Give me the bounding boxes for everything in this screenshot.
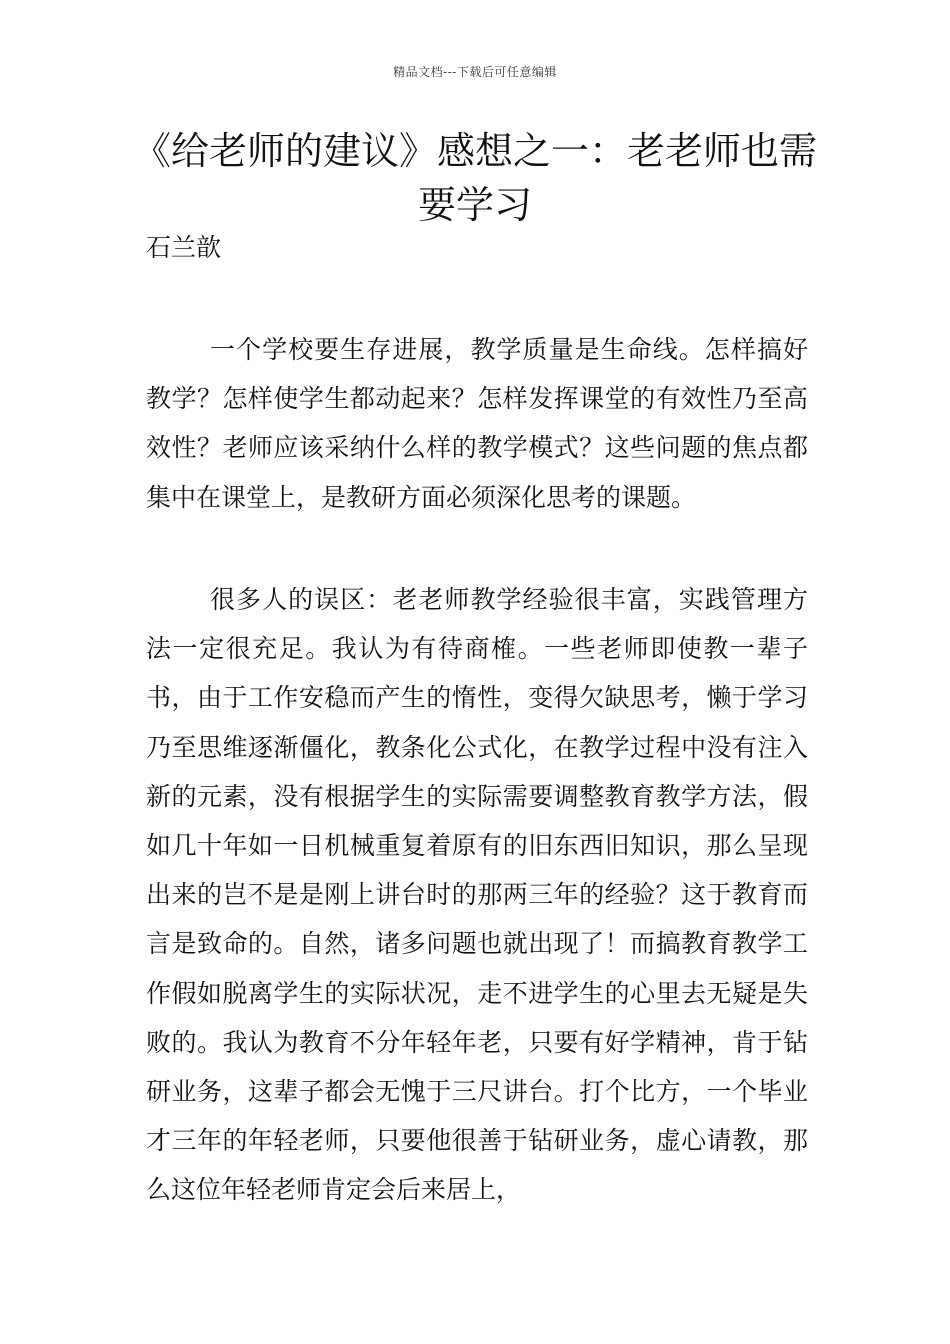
paragraph-1: 一个学校要生存进展，教学质量是生命线。怎样搞好教学？怎样使学生都动起来？怎样发挥课堂的有效性乃至高效性？老师应该采纳什么样的教学模式？这些问题的焦点都集中在课堂上，是教研方面必须深化思考的课题。	[146, 335, 808, 512]
header-note: 精品文档---下载后可任意编辑	[393, 65, 557, 79]
author-name: 石兰歆	[146, 233, 222, 262]
paragraph-2: 很多人的误区：老老师教学经验很丰富，实践管理方法一定很充足。我认为有待商榷。一些老师即使教一辈子书，由于工作安稳而产生的惰性，变得欠缺思考，懒于学习乃至思维逐渐僵化，教条化公式化，在教学过程中没有注入新的元素，没有根据学生的实际需要调整教育教学方法，假如几十年如一日机械重复着原有的旧东西旧知识，那么呈现出来的岂不是是刚上讲台时的那两三年的经验？这于教育而言是致命的。自然，诸多问题也就出现了！而搞教育教学工作假如脱离学生的实际状况，走不进学生的心里去无疑是失败的。我认为教育不分年轻年老，只要有好学精神，肯于钻研业务，这辈子都会无愧于三尺讲台。打个比方，一个毕业才三年的年轻老师，只要他很善于钻研业务，虚心请教，那么这位年轻老师肯定会后来居上，	[146, 585, 808, 1205]
document-title: 《给老师的建议》感想之一：老老师也需要学习	[132, 129, 817, 227]
